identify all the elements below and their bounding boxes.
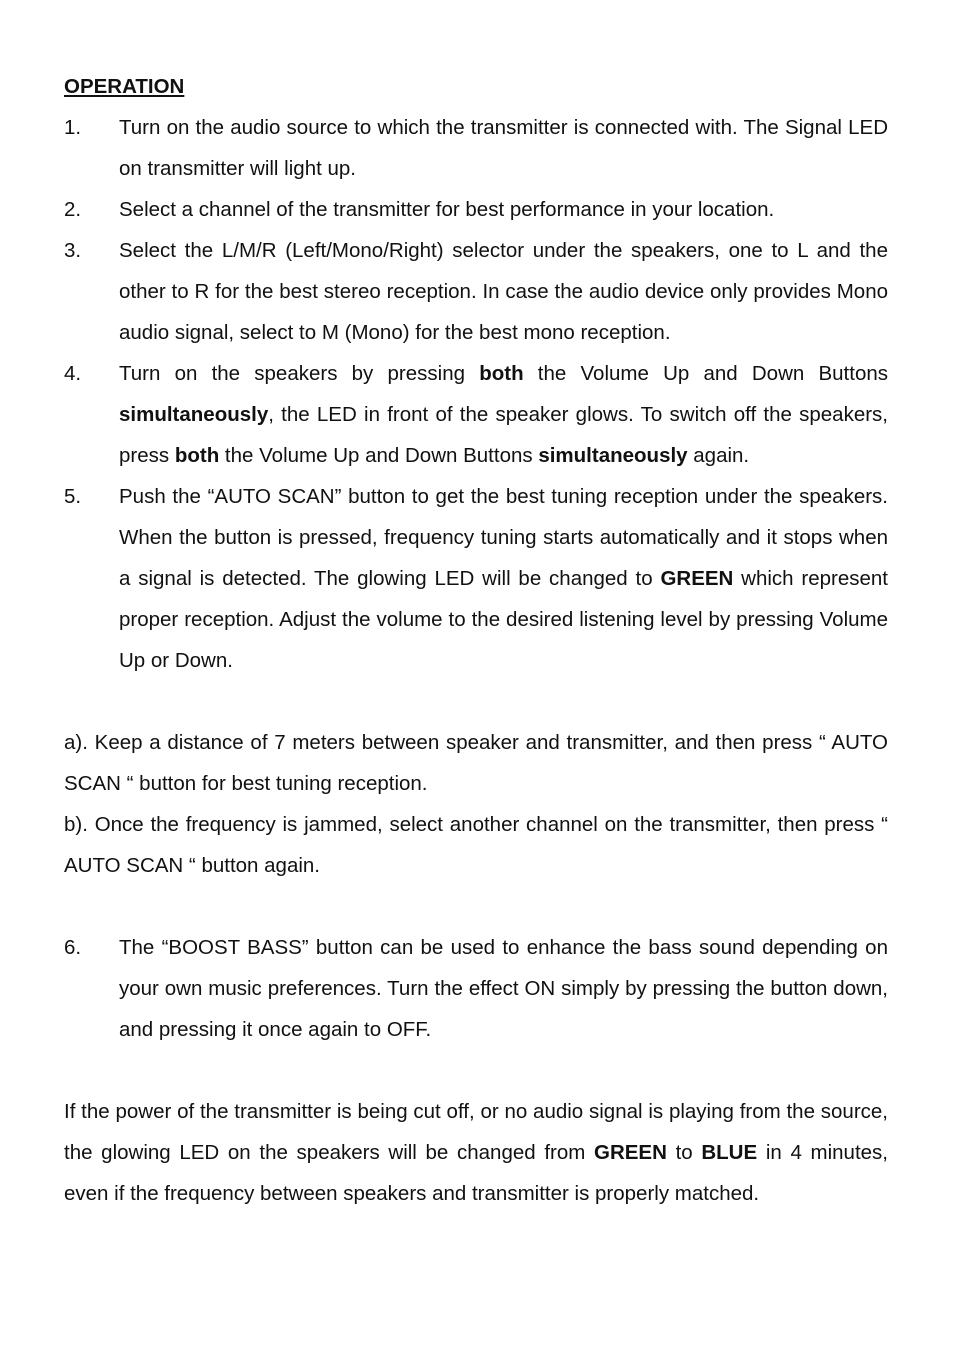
- emphasis-text: BLUE: [701, 1141, 758, 1164]
- step-3: [64, 230, 888, 353]
- emphasis-text: GREEN: [594, 1141, 667, 1164]
- step-number: 1.: [64, 116, 82, 139]
- section-heading: OPERATION: [64, 75, 185, 98]
- step-5: [64, 476, 888, 681]
- emphasis-text: both: [479, 362, 524, 385]
- text-run: the Volume Up and Down Buttons: [219, 444, 539, 467]
- step-text: [119, 485, 888, 672]
- spacer: [64, 681, 888, 722]
- text-run: the Volume Up and Down Buttons: [523, 362, 889, 385]
- text-run: to: [666, 1141, 702, 1164]
- step-text: Select a channel of the transmitter for best performance in your location.: [119, 198, 775, 221]
- text-run: which represent proper reception. Adjust the volume to the desired listening level by pressing Volume Up or Down.: [119, 567, 888, 672]
- document-page: [64, 66, 888, 1214]
- emphasis-text: simultaneously: [119, 403, 269, 426]
- emphasis-text: both: [174, 444, 220, 467]
- spacer: [64, 886, 888, 927]
- step-1: [64, 107, 888, 189]
- text-run: Push the “AUTO SCAN” button to get the best tuning reception under the speakers. When the button is pressed, frequency tuning starts automatically and it stops when a signal is detected. The glowing LED will be changed to: [119, 485, 888, 590]
- step-number: 5.: [64, 485, 82, 508]
- step-4: [64, 353, 888, 476]
- step-2: [64, 189, 888, 230]
- step-text: The “BOOST BASS” button can be used to enhance the bass sound depending on your own music preferences. Turn the effect ON simply by pressing the button down, and pressing it once again to OFF.: [119, 936, 888, 1041]
- note-b: b). Once the frequency is jammed, select another channel on the transmitter, then press “ AUTO SCAN “ button again.: [64, 813, 888, 877]
- emphasis-text: simultaneously: [538, 444, 688, 467]
- step-6: [64, 927, 888, 1050]
- step-number: 2.: [64, 198, 82, 221]
- text-run: If the power of the transmitter is being cut off, or no audio signal is playing from the source, the glowing LED on the speakers will be changed from: [64, 1100, 888, 1164]
- step-number: 6.: [64, 936, 82, 959]
- footer-paragraph: [64, 1091, 888, 1214]
- text-run: in 4 minutes, even if the frequency between speakers and transmitter is properly matched.: [64, 1141, 888, 1205]
- step-text: Select the L/M/R (Left/Mono/Right) selector under the speakers, one to L and the other to R for the best stereo reception. In case the audio device only provides Mono audio signal, select to M (Mono) for the best mono reception.: [119, 239, 888, 344]
- step-text: [119, 362, 888, 467]
- spacer: [64, 1050, 888, 1091]
- step-number: 4.: [64, 362, 82, 385]
- text-run: Turn on the speakers by pressing: [119, 362, 480, 385]
- step-text: Turn on the audio source to which the transmitter is connected with. The Signal LED on transmitter will light up.: [119, 116, 888, 180]
- text-run: , the LED in front of the speaker glows. To switch off the speakers, press: [119, 403, 888, 467]
- emphasis-text: GREEN: [660, 567, 734, 590]
- step-number: 3.: [64, 239, 82, 262]
- text-run: again.: [687, 444, 750, 467]
- note-a: a). Keep a distance of 7 meters between speaker and transmitter, and then press “ AUTO SCAN “ button for best tuning reception.: [64, 731, 888, 795]
